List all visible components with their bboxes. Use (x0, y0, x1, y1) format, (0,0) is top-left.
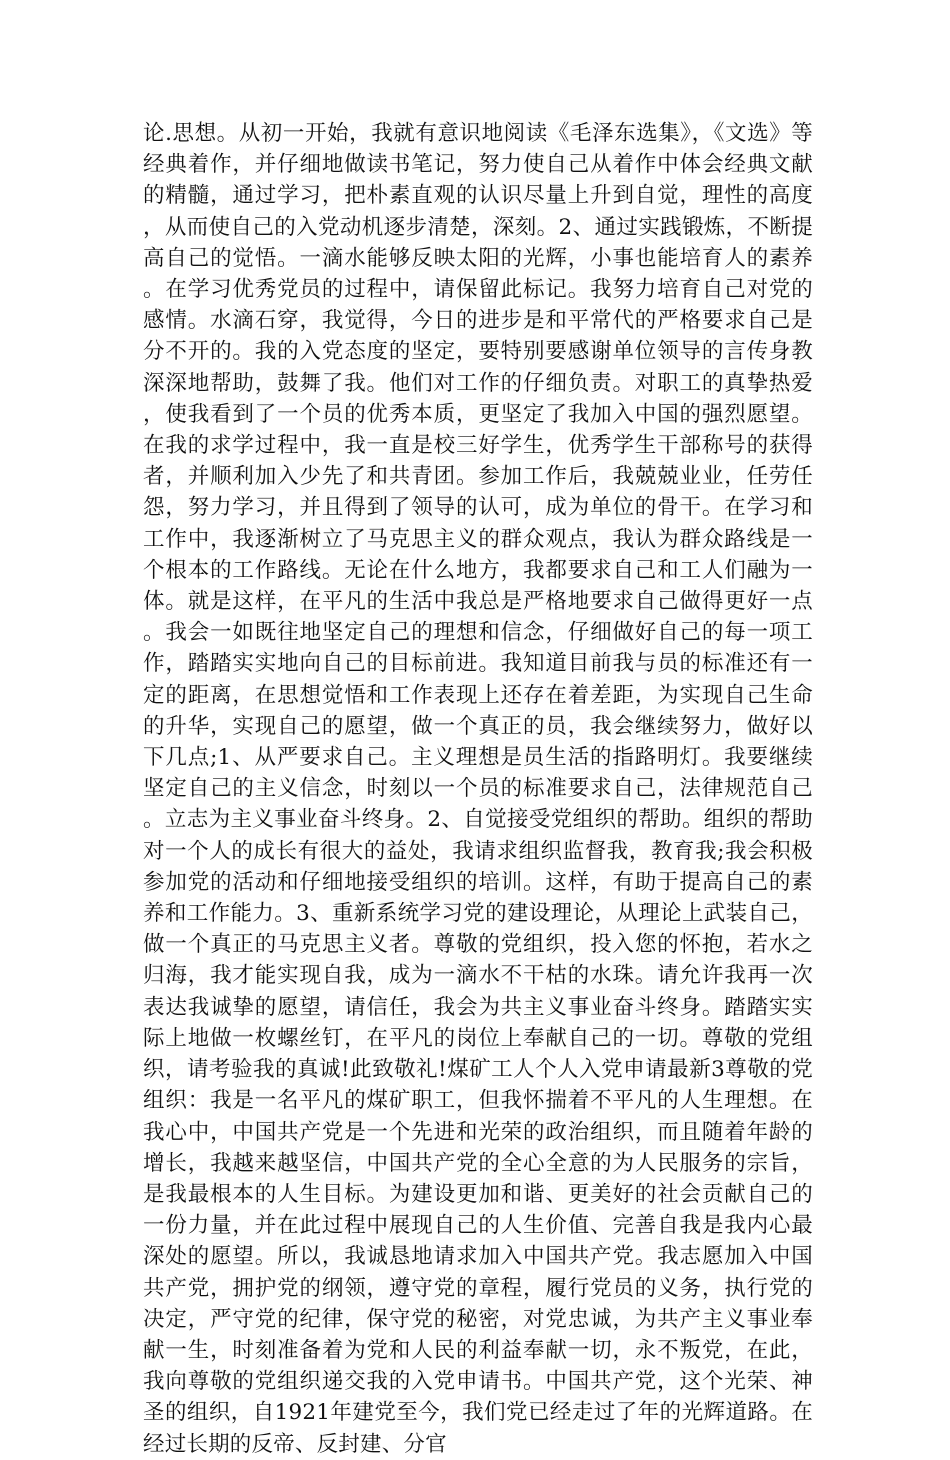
document-page (143, 118, 813, 1460)
body-paragraph: 论.思想。从初一开始，我就有意识地阅读《毛泽东选集》，《文选》等经典着作，并仔细地做读书笔记，努力使自己从着作中体会经典文献的精髓，通过学习，把朴素直观的认识尽量上升到自觉，理性的高度，从而使自己的入党动机逐步清楚，深刻。2、通过实践锻炼，不断提高自己的觉悟。一滴水能够反映太阳的光辉，小事也能培育人的素养。在学习优秀党员的过程中，请保留此标记。我努力培育自己对党的感情。水滴石穿，我觉得，今日的进步是和平常代的严格要求自己是分不开的。我的入党态度的坚定，要特别要感谢单位领导的言传身教深深地帮助，鼓舞了我。他们对工作的仔细负责。对职工的真挚热爱，使我看到了一个员的优秀本质，更坚定了我加入中国的强烈愿望。在我的求学过程中，我一直是校三好学生，优秀学生干部称号的获得者，并顺利加入少先了和共青团。参加工作后，我兢兢业业，任劳任怨，努力学习，并且得到了领导的认可，成为单位的骨干。在学习和工作中，我逐渐树立了马克思主义的群众观点，我认为群众路线是一个根本的工作路线。无论在什么地方，我都要求自己和工人们融为一体。就是这样，在平凡的生活中我总是严格地要求自己做得更好一点。我会一如既往地坚定自己的理想和信念，仔细做好自己的每一项工作，踏踏实实地向自己的目标前进。我知道目前我与员的标准还有一定的距离，在思想觉悟和工作表现上还存在着差距，为实现自己生命的升华，实现自己的愿望，做一个真正的员，我会继续努力，做好以下几点;1、从严要求自己。主义理想是员生活的指路明灯。我要继续坚定自己的主义信念，时刻以一个员的标准要求自己，法律规范自己。立志为主义事业奋斗终身。2、自觉接受党组织的帮助。组织的帮助对一个人的成长有很大的益处，我请求组织监督我，教育我;我会积极参加党的活动和仔细地接受组织的培训。这样，有助于提高自己的素养和工作能力。3、重新系统学习党的建设理论，从理论上武装自己，做一个真正的马克思主义者。尊敬的党组织，投入您的怀抱，若水之归海，我才能实现自我，成为一滴水不干枯的水珠。请允许我再一次表达我诚挚的愿望，请信任，我会为共主义事业奋斗终身。踏踏实实际上地做一枚螺丝钉，在平凡的岗位上奉献自己的一切。尊敬的党组织，请考验我的真诚!此致敬礼!煤矿工人个人入党申请最新3尊敬的党组织：我是一名平凡的煤矿职工，但我怀揣着不平凡的人生理想。在我心中，中国共产党是一个先进和光荣的政治组织，而且随着年龄的增长，我越来越坚信，中国共产党的全心全意的为人民服务的宗旨，是我最根本的人生目标。为建设更加和谐、更美好的社会贡献自己的一份力量，并在此过程中展现自己的人生价值、完善自我是我内心最深处的愿望。所以，我诚恳地请求加入中国共产党。我志愿加入中国共产党，拥护党的纲领，遵守党的章程，履行党员的义务，执行党的决定，严守党的纪律，保守党的秘密，对党忠诚，为共产主义事业奉献一生，时刻准备着为党和人民的利益奉献一切，永不叛党，在此，我向尊敬的党组织递交我的入党申请书。中国共产党，这个光荣、神圣的组织，自1921年建党至今，我们党已经走过了年的光辉道路。在经过长期的反帝、反封建、分官 (143, 121, 813, 1457)
